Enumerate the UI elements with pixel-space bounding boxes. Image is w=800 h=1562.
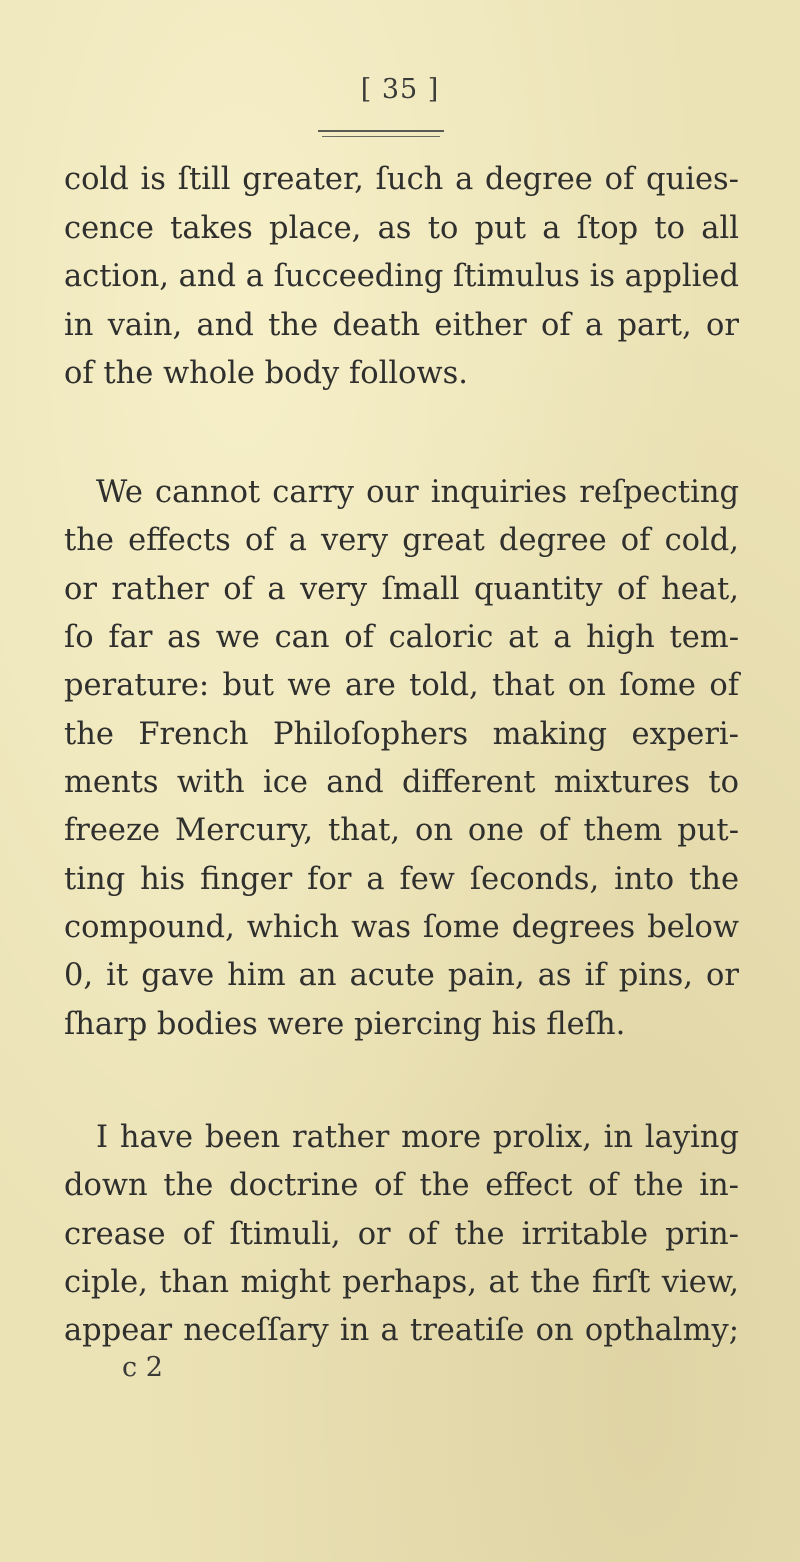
- text-line: 0, it gave him an acute pain, as if pins, or: [64, 958, 739, 993]
- text-line: I have been rather more prolix, in laying: [96, 1120, 739, 1155]
- catchword: c 2: [122, 1352, 163, 1383]
- text-line: cence takes place, as to put a ſtop to all: [64, 211, 739, 246]
- text-line: or rather of a very ſmall quantity of heat,: [64, 572, 739, 607]
- page-number-header: [ 35 ]: [360, 74, 440, 105]
- text-line: down the doctrine of the effect of the in-: [64, 1168, 739, 1203]
- text-line: the effects of a very great degree of cold,: [64, 523, 739, 558]
- text-line: the French Philoſophers making experi-: [64, 717, 739, 752]
- text-line: ments with ice and different mixtures to: [64, 765, 739, 800]
- text-line: perature: but we are told, that on ſome of: [64, 668, 739, 703]
- text-line: of the whole body follows.: [64, 356, 468, 391]
- header-rule-thin: [322, 136, 440, 137]
- text-line: ſo far as we can of caloric at a high tem-: [64, 620, 739, 655]
- text-line: appear neceſſary in a treatiſe on opthalmy;: [64, 1313, 739, 1348]
- text-line: compound, which was ſome degrees below: [64, 910, 739, 945]
- text-line: cold is ſtill greater, ſuch a degree of quies-: [64, 162, 739, 197]
- text-line: action, and a ſucceeding ſtimulus is applied: [64, 259, 739, 294]
- text-line: freeze Mercury, that, on one of them put-: [64, 813, 739, 848]
- text-line: ting his finger for a few ſeconds, into the: [64, 862, 739, 897]
- text-line: We cannot carry our inquiries reſpecting: [96, 475, 739, 510]
- text-line: ſharp bodies were piercing his fleſh.: [64, 1007, 626, 1042]
- text-line: ciple, than might perhaps, at the firſt view,: [64, 1265, 739, 1300]
- text-line: in vain, and the death either of a part, or: [64, 308, 739, 343]
- header-rule: [318, 130, 444, 132]
- text-line: crease of ſtimuli, or of the irritable prin-: [64, 1217, 739, 1252]
